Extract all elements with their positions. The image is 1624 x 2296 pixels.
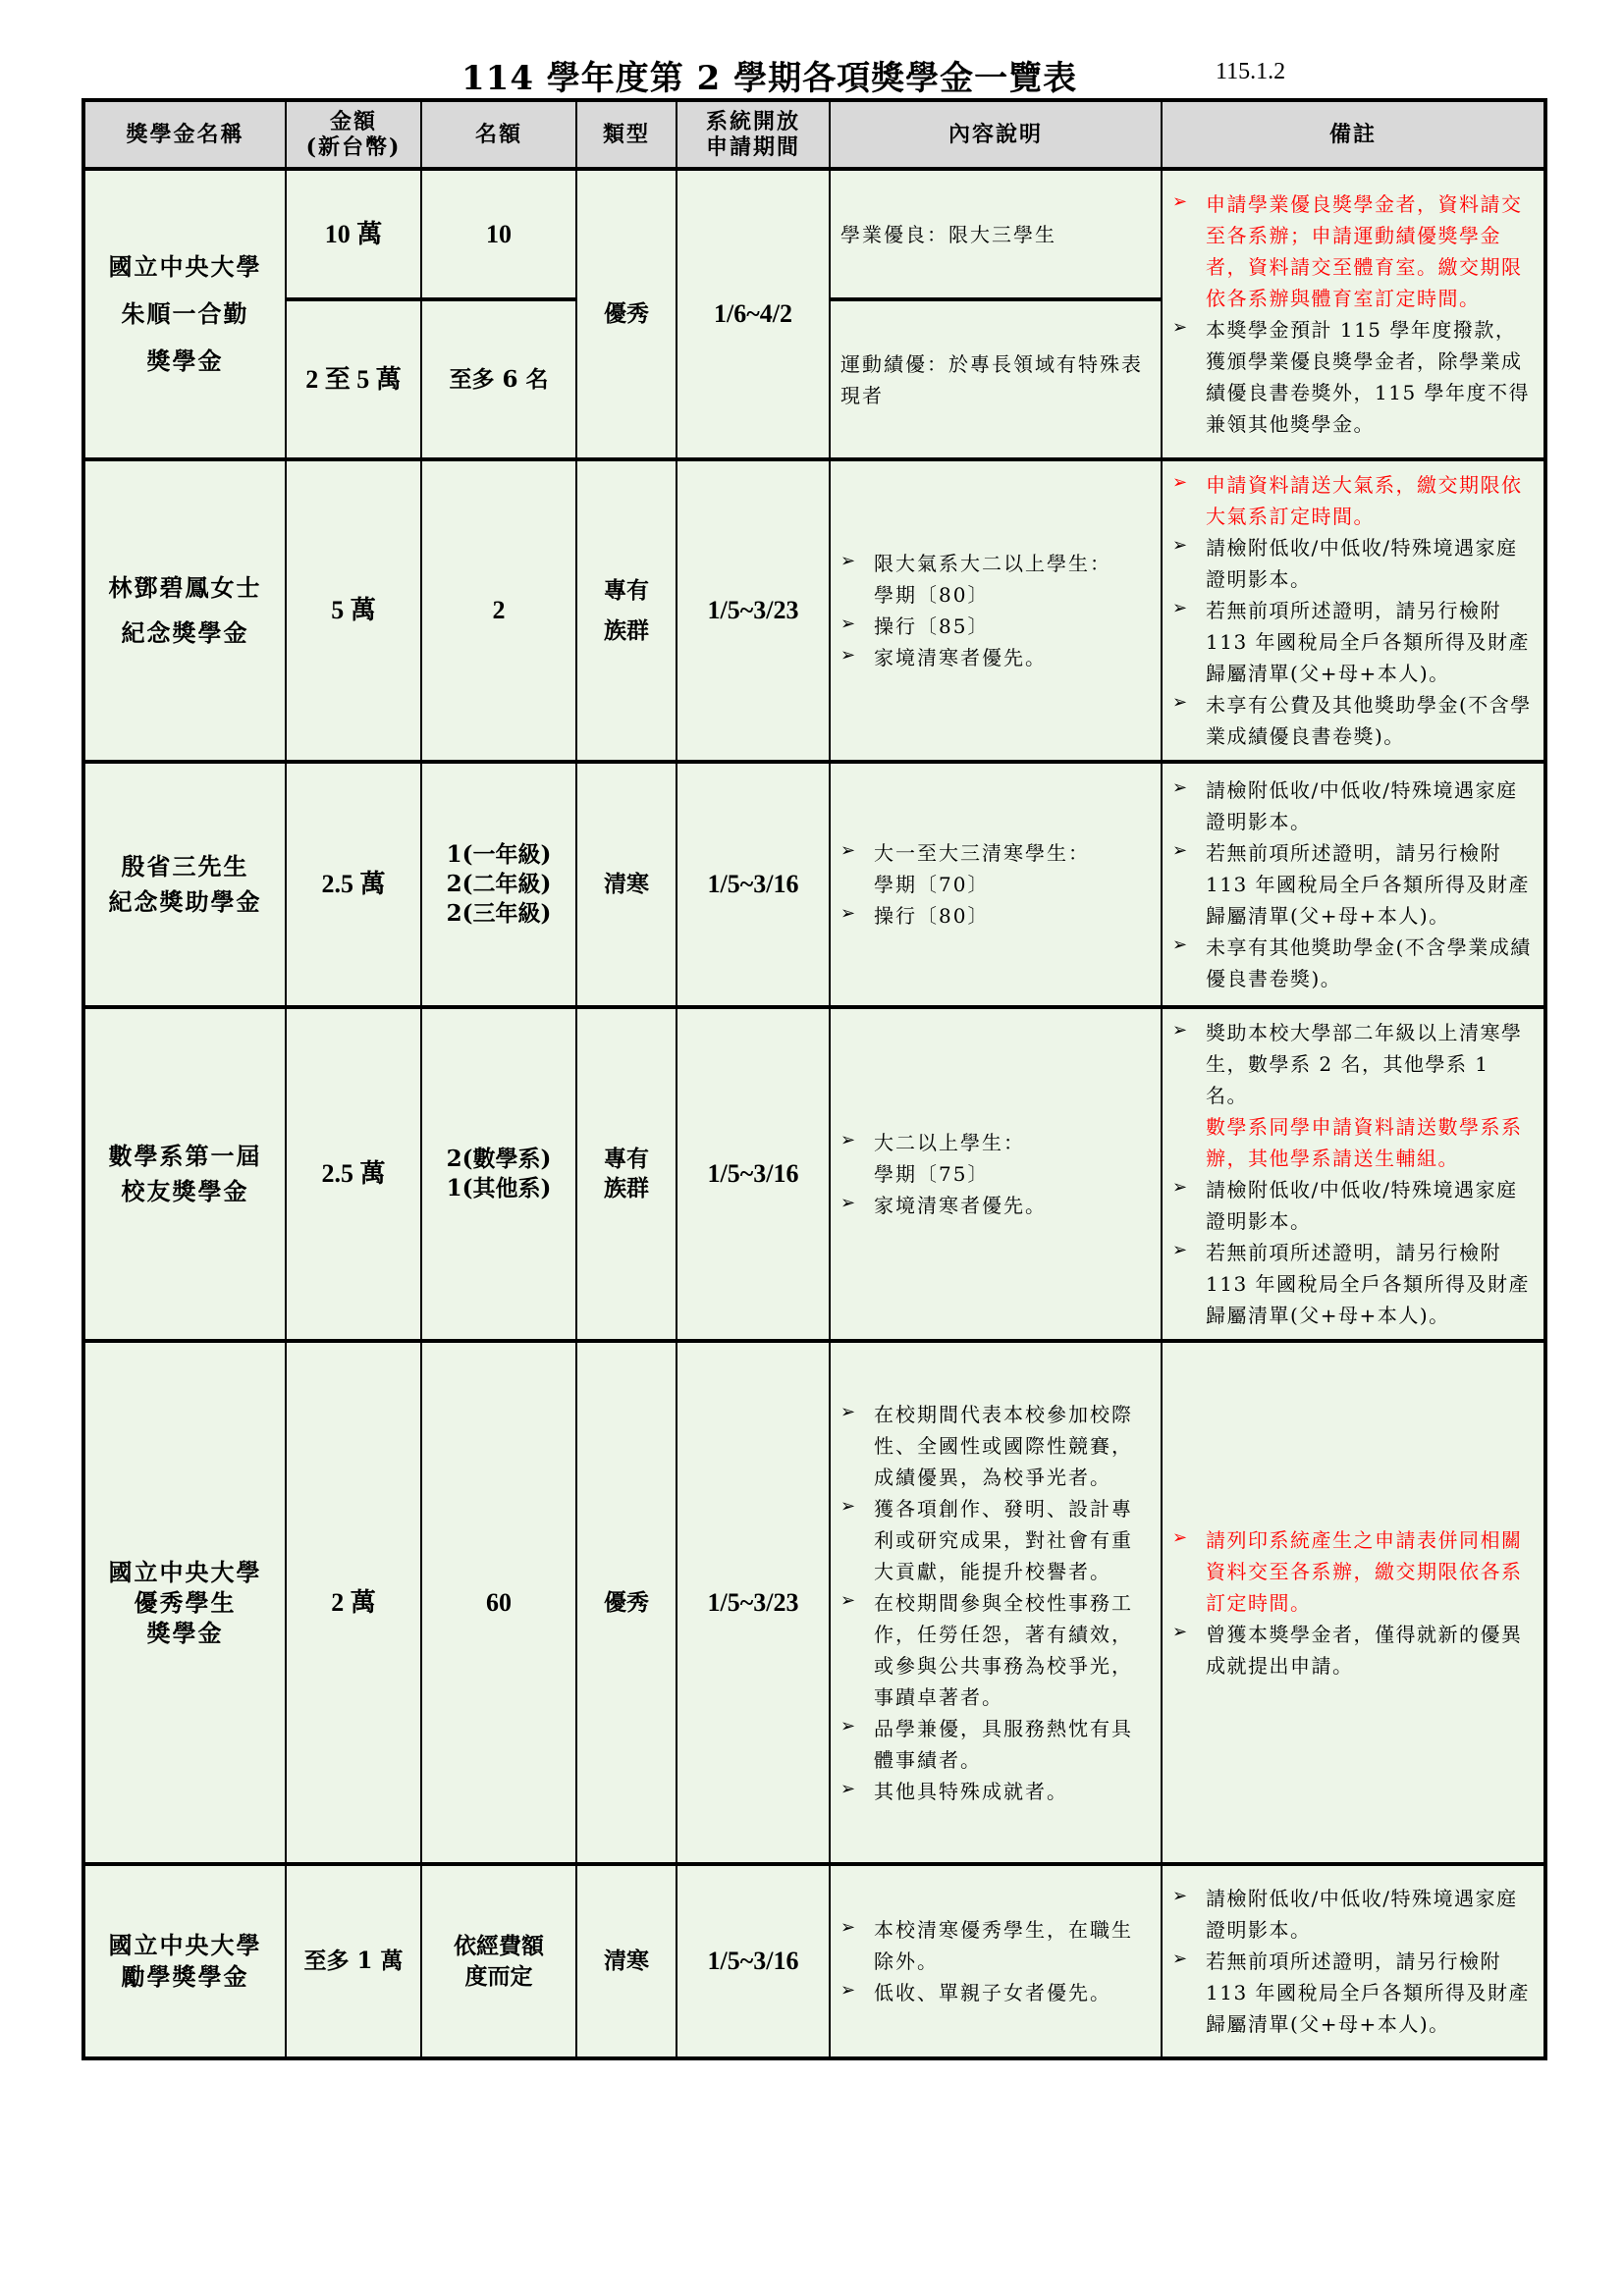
- type-cell: 專有 族群: [576, 1007, 677, 1341]
- col-header-quota: 名額: [421, 100, 576, 169]
- page-title: 114 學年度第 2 學期各項獎學金一覽表: [461, 59, 1078, 98]
- quota-cell: 2(數學系) 1(其他系): [421, 1007, 576, 1341]
- note-item: ➢ 請檢附低收/中低收/特殊境遇家庭證明影本。: [1172, 532, 1534, 595]
- scholarship-name: 林鄧碧鳳女士 紀念獎學金: [83, 459, 286, 762]
- arrow-bullet-icon: ➢: [1172, 1621, 1189, 1642]
- quota-cell: 至多 6 名: [421, 299, 576, 459]
- notes-cell: [1162, 169, 1545, 459]
- arrow-bullet-icon: ➢: [840, 903, 858, 924]
- quota-cell: 60: [421, 1341, 576, 1864]
- desc-item: ➢ 在校期間代表本校參加校際性、全國性或國際性競賽，成績優異，為校爭光者。: [840, 1399, 1151, 1493]
- note-item: ➢ 請檢附低收/中低收/特殊境遇家庭證明影本。: [1172, 1174, 1534, 1237]
- table-row: [83, 1864, 1545, 2058]
- title-row: [0, 51, 1624, 100]
- col-header-period: 系統開放 申請期間: [677, 100, 830, 169]
- quota-cell: 10: [421, 169, 576, 299]
- period-cell: 1/5~3/16: [677, 1007, 830, 1341]
- desc-item: ➢ 操行〔80〕: [840, 900, 1151, 932]
- table-row: [83, 762, 1545, 1007]
- col-header-type: 類型: [576, 100, 677, 169]
- note-item: ➢ 申請資料請送大氣系，繳交期限依大氣系訂定時間。: [1172, 469, 1534, 532]
- arrow-bullet-icon: ➢: [1172, 472, 1189, 493]
- table-row: [83, 459, 1545, 762]
- arrow-bullet-icon: ➢: [840, 614, 858, 634]
- col-header-name: 獎學金名稱: [83, 100, 286, 169]
- arrow-bullet-icon: ➢: [1172, 317, 1189, 338]
- quota-cell: 2: [421, 459, 576, 762]
- amount-cell: 至多 1 萬: [286, 1864, 421, 2058]
- col-header-notes: 備註: [1162, 100, 1545, 169]
- notes-cell: [1162, 1341, 1545, 1864]
- arrow-bullet-icon: ➢: [840, 645, 858, 666]
- note-item: ➢ 未享有其他獎助學金(不含學業成績優良書卷獎)。: [1172, 932, 1534, 994]
- note-red-emphasis: 數學系同學申請資料請送數學系系辦，其他學系請送生輔組。: [1206, 1115, 1523, 1170]
- type-cell: 清寒: [576, 762, 677, 1007]
- desc-item: ➢ 家境清寒者優先。: [840, 642, 1151, 673]
- arrow-bullet-icon: ➢: [1172, 598, 1189, 618]
- amount-cell: 10 萬: [286, 169, 421, 299]
- scholarship-table: [81, 98, 1547, 2060]
- desc-item: ➢ 限大氣系大二以上學生： 學期〔80〕: [840, 548, 1151, 611]
- table-row: [83, 1007, 1545, 1341]
- desc-item: ➢ 低收、單親子女者優先。: [840, 1977, 1151, 2008]
- note-item: ➢ 若無前項所述證明，請另行檢附 113 年國稅局全戶各類所得及財產歸屬清單(父+母+本人)。: [1172, 1946, 1534, 2040]
- type-cell: 優秀: [576, 1341, 677, 1864]
- desc-item: ➢ 大一至大三清寒學生： 學期〔70〕: [840, 837, 1151, 900]
- desc-item: ➢ 其他具特殊成就者。: [840, 1776, 1151, 1807]
- scholarship-name: 數學系第一屆 校友獎學金: [83, 1007, 286, 1341]
- arrow-bullet-icon: ➢: [840, 1778, 858, 1799]
- note-item: ➢ 本獎學金預計 115 學年度撥款，獲頒學業優良獎學金者，除學業成績優良書卷獎外，115 學年度不得兼領其他獎學金。: [1172, 314, 1534, 440]
- desc-item: ➢ 品學兼優，具服務熱忱有具體事績者。: [840, 1713, 1151, 1776]
- arrow-bullet-icon: ➢: [840, 551, 858, 571]
- description-cell: 運動績優：於專長領域有特殊表現者: [830, 299, 1162, 459]
- note-item: ➢ 未享有公費及其他獎助學金(不含學業成績優良書卷獎)。: [1172, 689, 1534, 752]
- notes-cell: [1162, 1007, 1545, 1341]
- arrow-bullet-icon: ➢: [1172, 1526, 1189, 1548]
- quota-cell: 依經費額 度而定: [421, 1864, 576, 2058]
- arrow-bullet-icon: ➢: [840, 1980, 858, 2001]
- amount-cell: 2 至 5 萬: [286, 299, 421, 459]
- description-cell: 學業優良：限大三學生: [830, 169, 1162, 299]
- period-cell: 1/6~4/2: [677, 169, 830, 459]
- arrow-bullet-icon: ➢: [840, 1495, 858, 1517]
- description-cell: [830, 1007, 1162, 1341]
- description-cell: [830, 1864, 1162, 2058]
- amount-cell: 2.5 萬: [286, 762, 421, 1007]
- arrow-bullet-icon: ➢: [1172, 1240, 1189, 1260]
- arrow-bullet-icon: ➢: [1172, 1949, 1189, 1969]
- arrow-bullet-icon: ➢: [840, 1130, 858, 1150]
- col-header-description: 內容說明: [830, 100, 1162, 169]
- arrow-bullet-icon: ➢: [1172, 934, 1189, 955]
- arrow-bullet-icon: ➢: [1172, 1177, 1189, 1198]
- desc-item: ➢ 獲各項創作、發明、設計專利或研究成果，對社會有重大貢獻，能提升校譽者。: [840, 1493, 1151, 1587]
- scholarship-name: 國立中央大學 朱順一合勤 獎學金: [83, 169, 286, 459]
- arrow-bullet-icon: ➢: [1172, 191, 1189, 212]
- arrow-bullet-icon: ➢: [1172, 535, 1189, 556]
- note-item: ➢ 獎助本校大學部二年級以上清寒學生，數學系 2 名，其他學系 1 名。 數學系同學申請資料請送數學系系辦，其他學系請送生輔組。: [1172, 1017, 1534, 1174]
- period-cell: 1/5~3/16: [677, 1864, 830, 2058]
- note-item: ➢ 若無前項所述證明，請另行檢附 113 年國稅局全戶各類所得及財產歸屬清單(父+母+本人)。: [1172, 837, 1534, 932]
- note-item: ➢ 若無前項所述證明，請另行檢附 113 年國稅局全戶各類所得及財產歸屬清單(父+母+本人)。: [1172, 595, 1534, 689]
- amount-cell: 5 萬: [286, 459, 421, 762]
- arrow-bullet-icon: ➢: [840, 1917, 858, 1938]
- amount-cell: 2.5 萬: [286, 1007, 421, 1341]
- col-header-amount: 金額 (新台幣): [286, 100, 421, 169]
- arrow-bullet-icon: ➢: [1172, 692, 1189, 713]
- arrow-bullet-icon: ➢: [840, 840, 858, 861]
- type-cell: 專有 族群: [576, 459, 677, 762]
- arrow-bullet-icon: ➢: [840, 1401, 858, 1422]
- note-item: ➢ 申請學業優良獎學金者，資料請交至各系辦；申請運動績優獎學金者，資料請交至體育室。繳交期限依各系辦與體育室訂定時間。: [1172, 188, 1534, 314]
- arrow-bullet-icon: ➢: [1172, 1886, 1189, 1906]
- period-cell: 1/5~3/16: [677, 762, 830, 1007]
- desc-item: ➢ 操行〔85〕: [840, 611, 1151, 642]
- arrow-bullet-icon: ➢: [1172, 777, 1189, 798]
- table-row: [83, 169, 1545, 299]
- notes-cell: [1162, 762, 1545, 1007]
- arrow-bullet-icon: ➢: [840, 1715, 858, 1736]
- quota-cell: 1(一年級) 2(二年級) 2(三年級): [421, 762, 576, 1007]
- scholarship-name: 國立中央大學 勵學獎學金: [83, 1864, 286, 2058]
- scholarship-name: 殷省三先生 紀念獎助學金: [83, 762, 286, 1007]
- amount-cell: 2 萬: [286, 1341, 421, 1864]
- note-item: ➢ 請檢附低收/中低收/特殊境遇家庭證明影本。: [1172, 774, 1534, 837]
- note-item: ➢ 請檢附低收/中低收/特殊境遇家庭證明影本。: [1172, 1883, 1534, 1946]
- notes-cell: [1162, 459, 1545, 762]
- desc-item: ➢ 本校清寒優秀學生，在職生除外。: [840, 1914, 1151, 1977]
- document-date: 115.1.2: [1216, 59, 1286, 84]
- table-header-row: [83, 100, 1545, 169]
- notes-cell: [1162, 1864, 1545, 2058]
- period-cell: 1/5~3/23: [677, 1341, 830, 1864]
- description-cell: [830, 1341, 1162, 1864]
- note-item: ➢ 若無前項所述證明，請另行檢附 113 年國稅局全戶各類所得及財產歸屬清單(父+母+本人)。: [1172, 1237, 1534, 1331]
- note-item: ➢ 曾獲本獎學金者，僅得就新的優異成就提出申請。: [1172, 1619, 1534, 1682]
- description-cell: [830, 762, 1162, 1007]
- type-cell: 清寒: [576, 1864, 677, 2058]
- arrow-bullet-icon: ➢: [1172, 840, 1189, 861]
- desc-item: ➢ 在校期間參與全校性事務工作，任勞任怨，著有績效，或參與公共事務為校爭光，事蹟卓著者。: [840, 1587, 1151, 1713]
- type-cell: 優秀: [576, 169, 677, 459]
- arrow-bullet-icon: ➢: [840, 1589, 858, 1611]
- desc-item: ➢ 家境清寒者優先。: [840, 1190, 1151, 1221]
- table-row: [83, 1341, 1545, 1864]
- arrow-bullet-icon: ➢: [840, 1193, 858, 1213]
- desc-item: ➢ 大二以上學生： 學期〔75〕: [840, 1127, 1151, 1190]
- period-cell: 1/5~3/23: [677, 459, 830, 762]
- note-item: ➢ 請列印系統產生之申請表併同相關資料交至各系辦，繳交期限依各系訂定時間。: [1172, 1524, 1534, 1619]
- scholarship-name: 國立中央大學 優秀學生 獎學金: [83, 1341, 286, 1864]
- description-cell: [830, 459, 1162, 762]
- arrow-bullet-icon: ➢: [1172, 1020, 1189, 1041]
